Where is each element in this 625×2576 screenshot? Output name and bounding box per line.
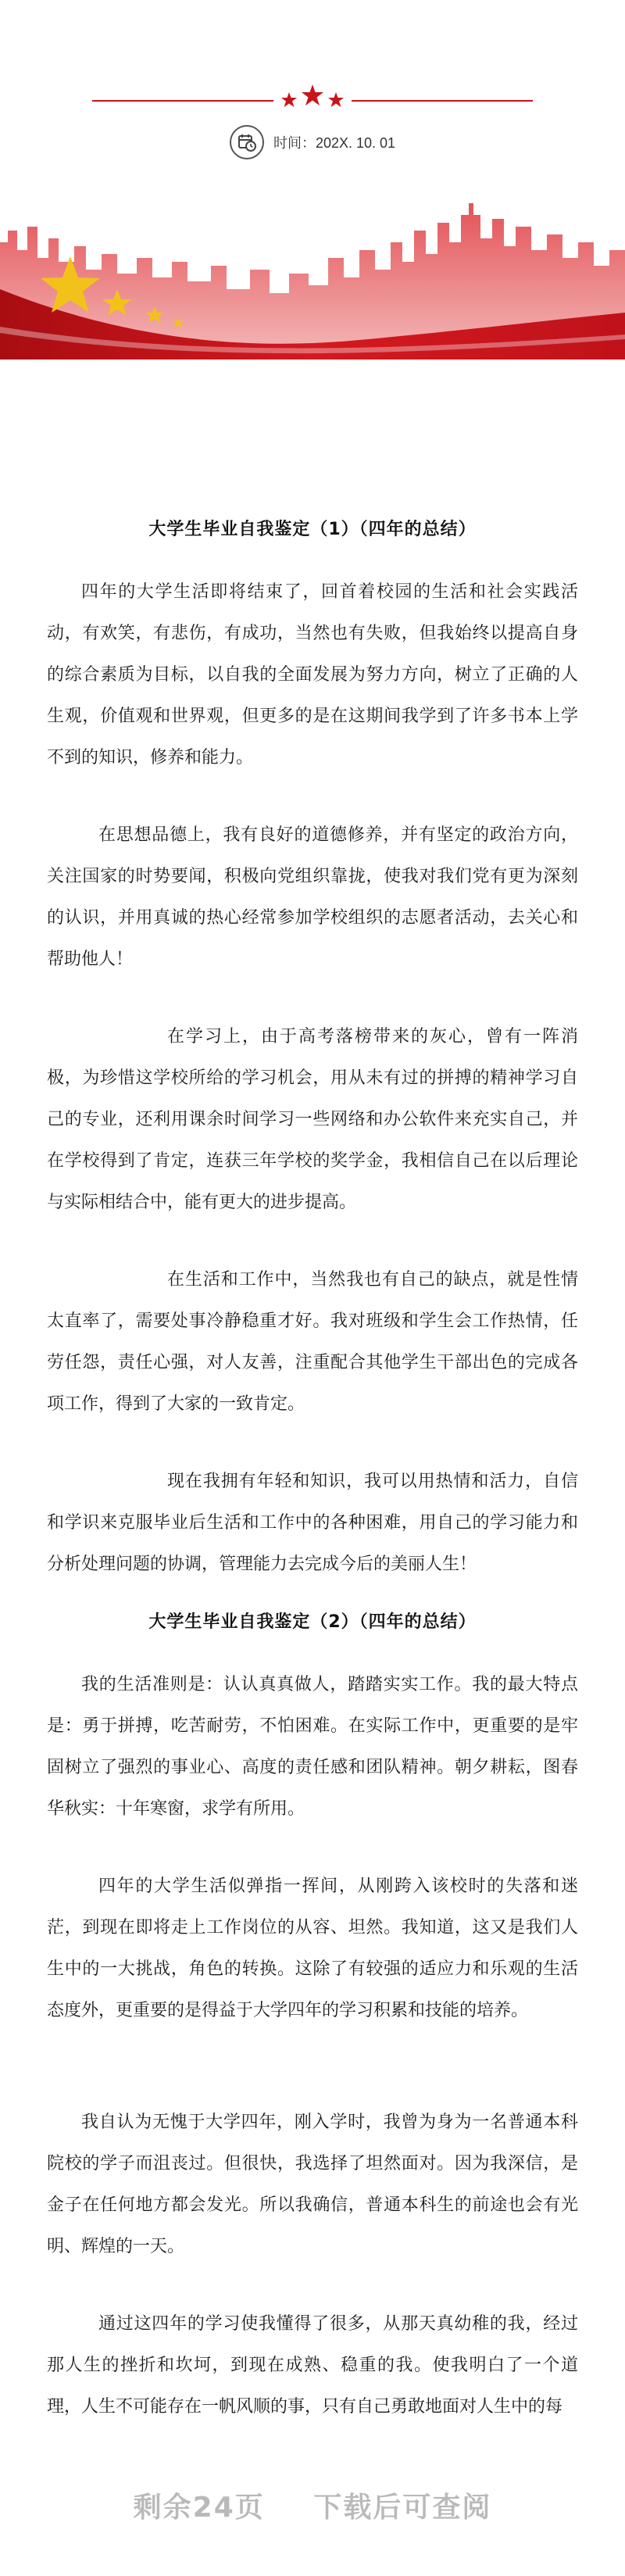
article-body <box>0 516 625 2463</box>
section-title-2: 大学生毕业自我鉴定（2）（四年的总结） <box>148 1612 477 1632</box>
city-skyline-banner <box>0 195 625 360</box>
star-icon <box>302 84 323 106</box>
star-icon <box>328 92 344 107</box>
paragraph: 在学习上，由于高考落榜带来的灰心，曾有一阵消极，为珍惜这学校所给的学习机会，用从未有过的拼搏的精神学习自己的专业，还利用课余时间学习一些网络和办公软件来充实自己，并在学校得到了肯定，连获三年学校的奖学金，我相信自己在以后理论与实际相结合中，能有更大的进步提高。 <box>47 1027 578 1212</box>
remaining-pages-label: 剩余24页 <box>133 2492 265 2524</box>
paragraph: 我的生活准则是：认认真真做人，踏踏实实工作。我的最大特点是：勇于拼搏，吃苦耐劳，不怕困难。在实际工作中，更重要的是牢固树立了强烈的事业心、高度的责任感和团队精神。朝夕耕耘，图春华秋实：十年寒窗，求学有所用。 <box>47 1675 578 1819</box>
decor-line-right <box>352 100 533 102</box>
download-to-view-link[interactable]: 下载后可查阅 <box>313 2492 492 2524</box>
paragraph: 现在我拥有年轻和知识，我可以用热情和活力，自信和学识来克服毕业后生活和工作中的各种困难，用自己的学习能力和分析处理问题的协调，管理能力去完成今后的美丽人生！ <box>47 1472 578 1574</box>
date-label: 时间：202X. 10. 01 <box>273 135 396 151</box>
decor-line-left <box>92 100 273 102</box>
paragraph: 通过这四年的学习使我懂得了很多，从那天真幼稚的我，经过那人生的挫折和坎坷，到现在成熟、稳重的我。使我明白了一个道理，人生不可能存在一帆风顺的事，只有自己勇敢地面对人生中的每 <box>47 2314 578 2417</box>
date-row <box>0 125 625 159</box>
paragraph: 四年的大学生活即将结束了，回首着校园的生活和社会实践活动，有欢笑，有悲伤，有成功，当然也有失败，但我始终以提高自身的综合素质为目标，以自我的全面发展为努力方向，树立了正确的人生观，价值观和世界观，但更多的是在这期间我学到了许多书本上学不到的知识，修养和能力。 <box>47 582 578 767</box>
download-prompt[interactable] <box>0 2485 625 2525</box>
paragraph: 我自认为无愧于大学四年，刚入学时，我曾为身为一名普通本科院校的学子而沮丧过。但很快，我选择了坦然面对。因为我深信，是金子在任何地方都会发光。所以我确信，普通本科生的前途也会有光明、辉煌的一天。 <box>47 2113 578 2256</box>
paragraph: 在生活和工作中，当然我也有自己的缺点，就是性情太直率了，需要处事冷静稳重才好。我对班级和学生会工作热情，任劳任怨，责任心强，对人友善，注重配合其他学生干部出色的完成各项工作，得到了大家的一致肯定。 <box>47 1270 578 1414</box>
calendar-icon <box>230 125 264 159</box>
star-icon <box>281 92 297 107</box>
section-title-1: 大学生毕业自我鉴定（1）（四年的总结） <box>148 520 477 539</box>
header-banner <box>0 0 625 367</box>
paragraph: 四年的大学生活似弹指一挥间，从刚跨入该校时的失落和迷茫，到现在即将走上工作岗位的从容、坦然。我知道，这又是我们人生中的一大挑战，角色的转换。这除了有较强的适应力和乐观的生活态度外，更重要的是得益于大学四年的学习积累和技能的培养。 <box>47 1877 578 2020</box>
decor-stars <box>273 78 352 117</box>
paragraph: 在思想品德上，我有良好的道德修养，并有坚定的政治方向，关注国家的时势要闻，积极向党组织靠拢，使我对我们党有更为深刻的认识，并用真诚的热心经常参加学校组织的志愿者活动，去关心和帮助他人！ <box>47 825 578 969</box>
